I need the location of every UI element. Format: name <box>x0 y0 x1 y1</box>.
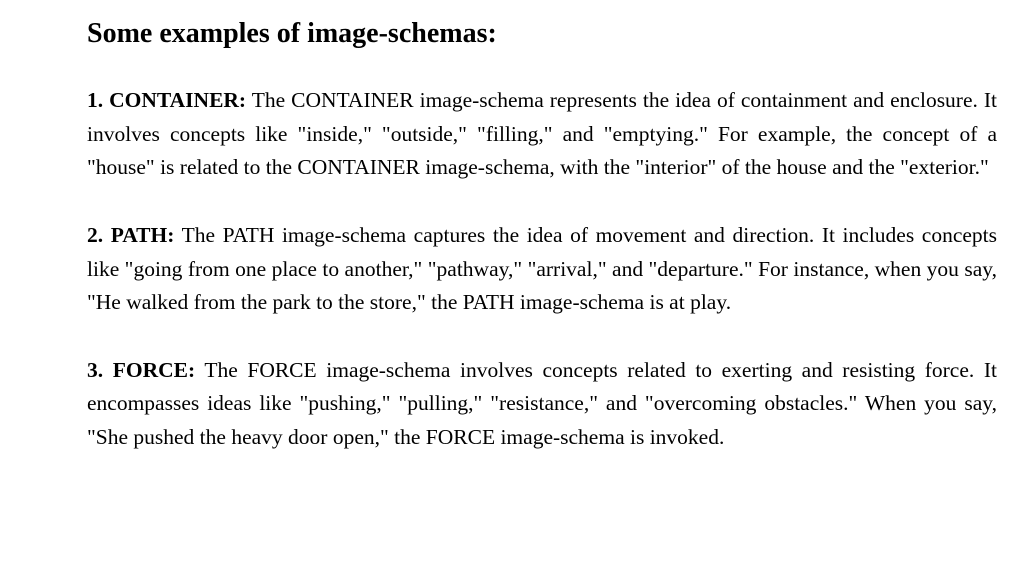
item-term: FORCE: <box>112 357 196 382</box>
item-text: The FORCE image-schema involves concepts related to exerting and resisting force. It encompasses ideas like "pushing," "pulling," "resistance," and "overcoming obstacles." When you say, "She pushed the heavy door open," the FORCE image-schema is invoked. <box>87 357 997 449</box>
list-item-path <box>87 219 997 320</box>
item-text: The PATH image-schema captures the idea of movement and direction. It includes concepts like "going from one place to another," "pathway," "arrival," and "departure." For instance, when you say, "He walked from the park to the store," the PATH image-schema is at play. <box>87 222 997 315</box>
item-number: 1. <box>87 88 104 112</box>
document-page <box>87 14 997 488</box>
item-number: 3. <box>87 357 104 382</box>
item-text: The CONTAINER image-schema represents the idea of containment and enclosure. It involves concepts like "inside," "outside," "filling," and "emptying." For example, the concept of a "house" is related to the CONTAINER image-schema, with the "interior" of the house and the "exterior." <box>87 88 998 180</box>
item-term: CONTAINER: <box>109 88 247 112</box>
item-term: PATH: <box>110 222 175 247</box>
list-item-container <box>87 84 997 185</box>
item-number: 2. <box>87 222 104 247</box>
page-title: Some examples of image-schemas: <box>87 18 497 49</box>
list-item-force <box>87 354 997 455</box>
